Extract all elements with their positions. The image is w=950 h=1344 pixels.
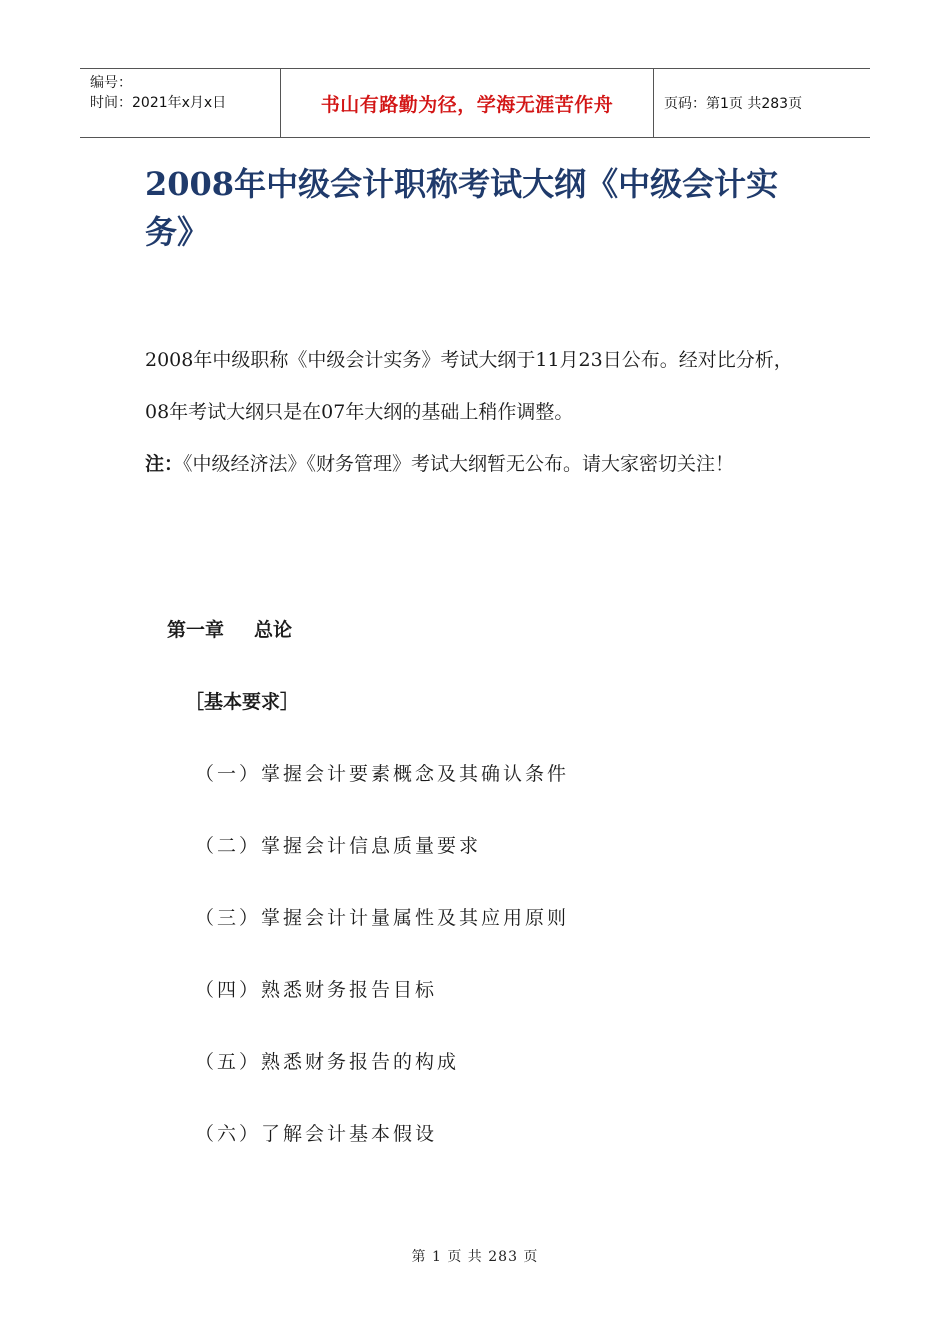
chapter-number: 第一章 bbox=[167, 619, 225, 641]
document-title: 2008年中级会计职称考试大纲《中级会计实务》 bbox=[145, 165, 779, 251]
requirements-list bbox=[195, 756, 569, 1188]
header-number-label: 编号： bbox=[90, 75, 132, 91]
note-label: 注： bbox=[145, 453, 184, 475]
list-item: （三）掌握会计计量属性及其应用原则 bbox=[195, 907, 570, 929]
list-item: （二）掌握会计信息质量要求 bbox=[195, 835, 482, 857]
header-page-info-cell bbox=[654, 69, 870, 137]
chapter-title: 总论 bbox=[254, 619, 293, 641]
header-meta bbox=[80, 69, 281, 137]
intro-section bbox=[145, 334, 815, 490]
header-motto-cell bbox=[281, 69, 654, 137]
intro-paragraph: 2008年中级职称《中级会计实务》考试大纲于11月23日公布。经对比分析，08年考试大纲只是在07年大纲的基础上稍作调整。 bbox=[145, 349, 793, 423]
page-footer: 第 1 页 共 283 页 bbox=[411, 1249, 539, 1265]
page-header bbox=[80, 68, 870, 138]
header-time-label: 时间：2021年x月x日 bbox=[90, 95, 227, 111]
note-text: 《中级经济法》《财务管理》考试大纲暂无公布。请大家密切关注！ bbox=[183, 453, 735, 475]
requirements-heading: ［基本要求］ bbox=[185, 691, 300, 713]
list-item: （五）熟悉财务报告的构成 bbox=[195, 1051, 460, 1073]
header-motto: 书山有路勤为径，学海无涯苦作舟 bbox=[320, 93, 614, 116]
chapter-heading bbox=[167, 612, 292, 648]
list-item: （六）了解会计基本假设 bbox=[195, 1123, 438, 1145]
list-item: （一）掌握会计要素概念及其确认条件 bbox=[195, 763, 570, 785]
note-paragraph bbox=[145, 438, 815, 490]
header-page-info: 页码：第1页 共283页 bbox=[664, 96, 803, 112]
list-item: （四）熟悉财务报告目标 bbox=[195, 979, 438, 1001]
